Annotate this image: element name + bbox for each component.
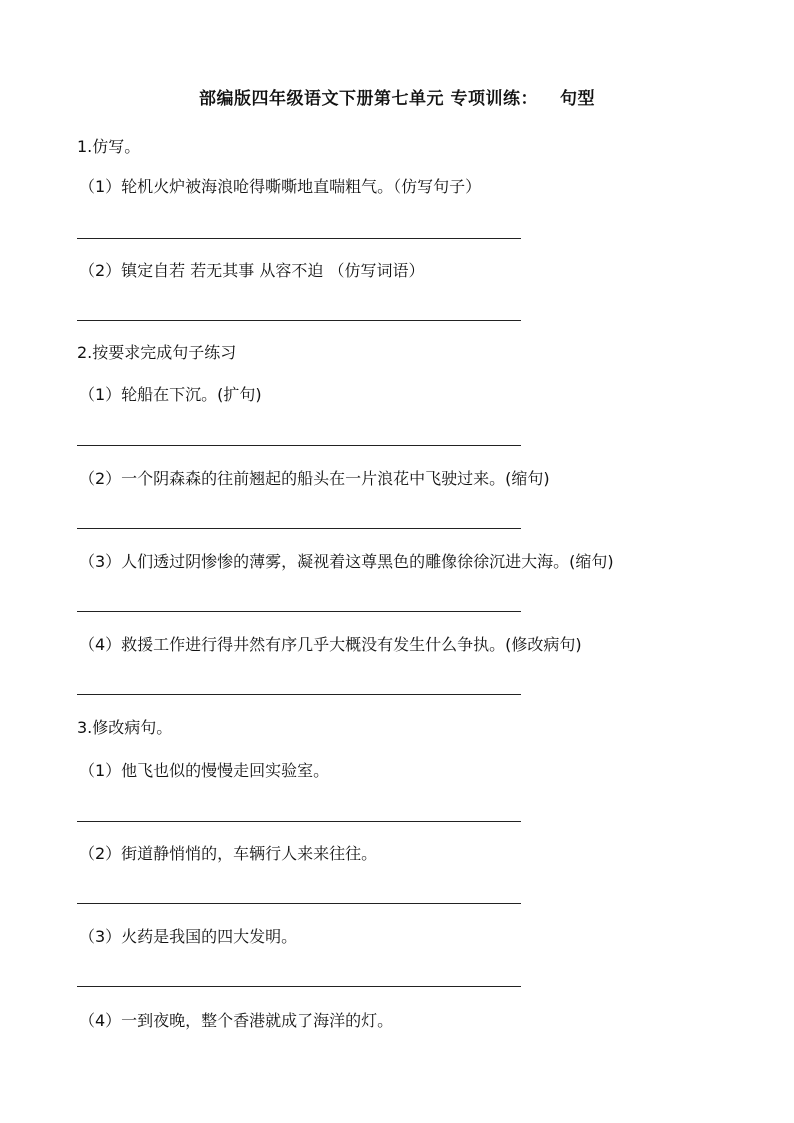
question-3-2: （2）街道静悄悄的，车辆行人来来往往。 (79, 844, 378, 863)
question-2-4: （4）救援工作进行得井然有序几乎大概没有发生什么争执。(修改病句) (79, 635, 582, 654)
section-3-heading: 3.修改病句。 (77, 718, 173, 737)
question-3-3: （3）火药是我国的四大发明。 (79, 927, 298, 946)
answer-line-2-2[interactable] (77, 528, 521, 529)
question-3-1: （1）他飞也似的慢慢走回实验室。 (79, 761, 330, 780)
answer-line-1-1[interactable] (77, 238, 521, 239)
answer-line-3-2[interactable] (77, 903, 521, 904)
answer-line-2-1[interactable] (77, 445, 521, 446)
answer-line-3-3[interactable] (77, 986, 521, 987)
section-2-heading: 2.按要求完成句子练习 (77, 343, 237, 362)
question-3-4: （4）一到夜晚，整个香港就成了海洋的灯。 (79, 1011, 394, 1030)
page-title (0, 84, 794, 109)
question-2-3: （3）人们透过阴惨惨的薄雾，凝视着这尊黑色的雕像徐徐沉进大海。(缩句) (79, 552, 614, 571)
title-sub: 句型 (559, 89, 595, 109)
question-2-2: （2）一个阴森森的往前翘起的船头在一片浪花中飞驶过来。(缩句) (79, 469, 550, 488)
title-main: 部编版四年级语文下册第七单元 专项训练： (199, 89, 538, 109)
question-2-1: （1）轮船在下沉。(扩句) (79, 385, 262, 404)
question-1-1: （1）轮机火炉被海浪呛得嘶嘶地直喘粗气。（仿写句子） (79, 177, 482, 196)
answer-line-3-1[interactable] (77, 821, 521, 822)
answer-line-2-4[interactable] (77, 694, 521, 695)
answer-line-1-2[interactable] (77, 320, 521, 321)
section-1-heading: 1.仿写。 (77, 137, 141, 156)
question-1-2: （2）镇定自若 若无其事 从容不迫 （仿写词语） (79, 261, 425, 280)
answer-line-2-3[interactable] (77, 611, 521, 612)
